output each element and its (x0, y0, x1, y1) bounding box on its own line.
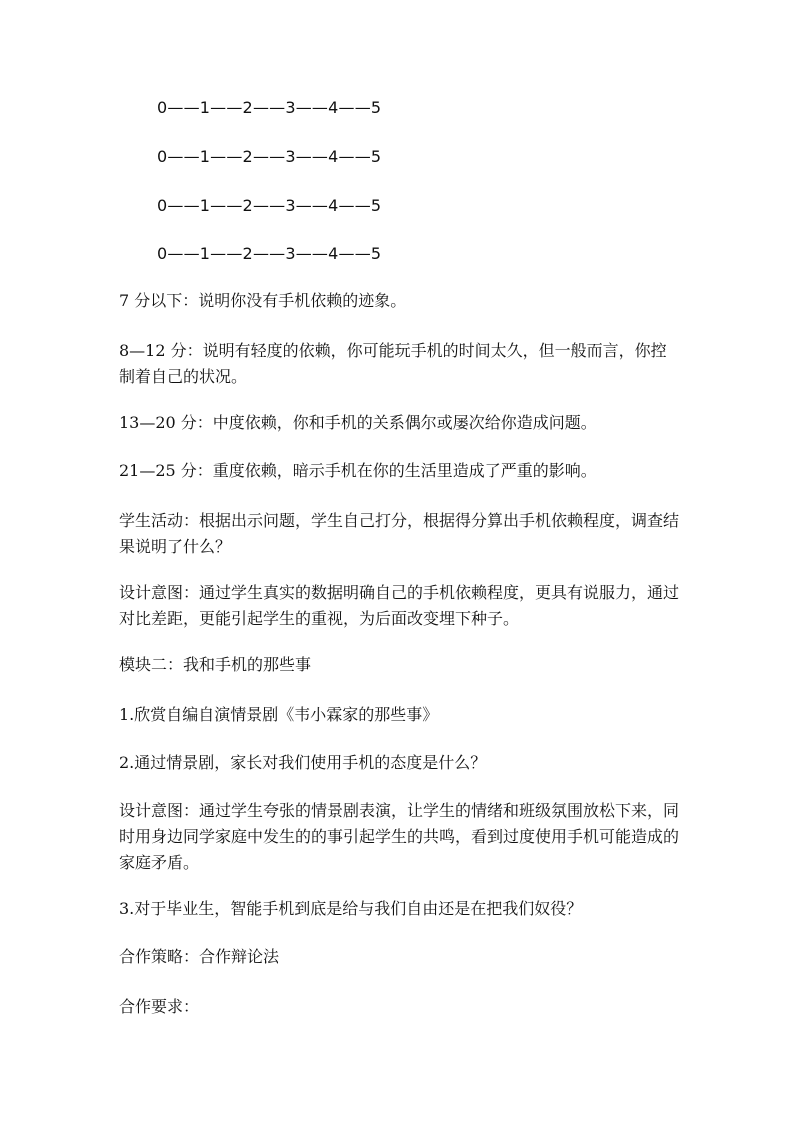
score-result-paragraph: 7 分以下：说明你没有手机依赖的迹象。 (119, 291, 407, 310)
numbered-item: 3.对于毕业生，智能手机到底是给与我们自由还是在把我们奴役？ (119, 899, 583, 918)
numbered-item: 1.欣赏自编自演情景剧《韦小霖家的那些事》 (119, 705, 439, 724)
score-result-paragraph: 21—25 分：重度依赖，暗示手机在你的生活里造成了严重的影响。 (119, 461, 597, 480)
rating-scale-line: 0——1——2——3——4——5 (157, 98, 382, 117)
score-result-paragraph: 13—20 分：中度依赖，你和手机的关系偶尔或屡次给你造成问题。 (119, 413, 597, 432)
score-result-paragraph: 8—12 分：说明有轻度的依赖，你可能玩手机的时间太久，但一般而言，你控制着自己的状况。 (119, 341, 667, 386)
design-intent-paragraph: 设计意图：通过学生夸张的情景剧表演，让学生的情绪和班级氛围放松下来，同时用身边同学家庭中发生的的事引起学生的共鸣，看到过度使用手机可能造成的家庭矛盾。 (119, 801, 680, 872)
design-intent-paragraph: 设计意图：通过学生真实的数据明确自己的手机依赖程度，更具有说服力，通过对比差距，更能引起学生的重视，为后面改变埋下种子。 (119, 583, 680, 628)
module-heading: 模块二：我和手机的那些事 (119, 655, 312, 674)
rating-scale-line: 0——1——2——3——4——5 (157, 244, 382, 263)
cooperation-requirements: 合作要求： (119, 997, 200, 1016)
student-activity-paragraph: 学生活动：根据出示问题，学生自己打分，根据得分算出手机依赖程度，调查结果说明了什么？ (119, 511, 680, 556)
numbered-item: 2.通过情景剧，家长对我们使用手机的态度是什么？ (119, 753, 487, 772)
rating-scale-line: 0——1——2——3——4——5 (157, 196, 382, 215)
rating-scale-line: 0——1——2——3——4——5 (157, 147, 382, 166)
cooperation-strategy: 合作策略：合作辩论法 (119, 947, 280, 966)
